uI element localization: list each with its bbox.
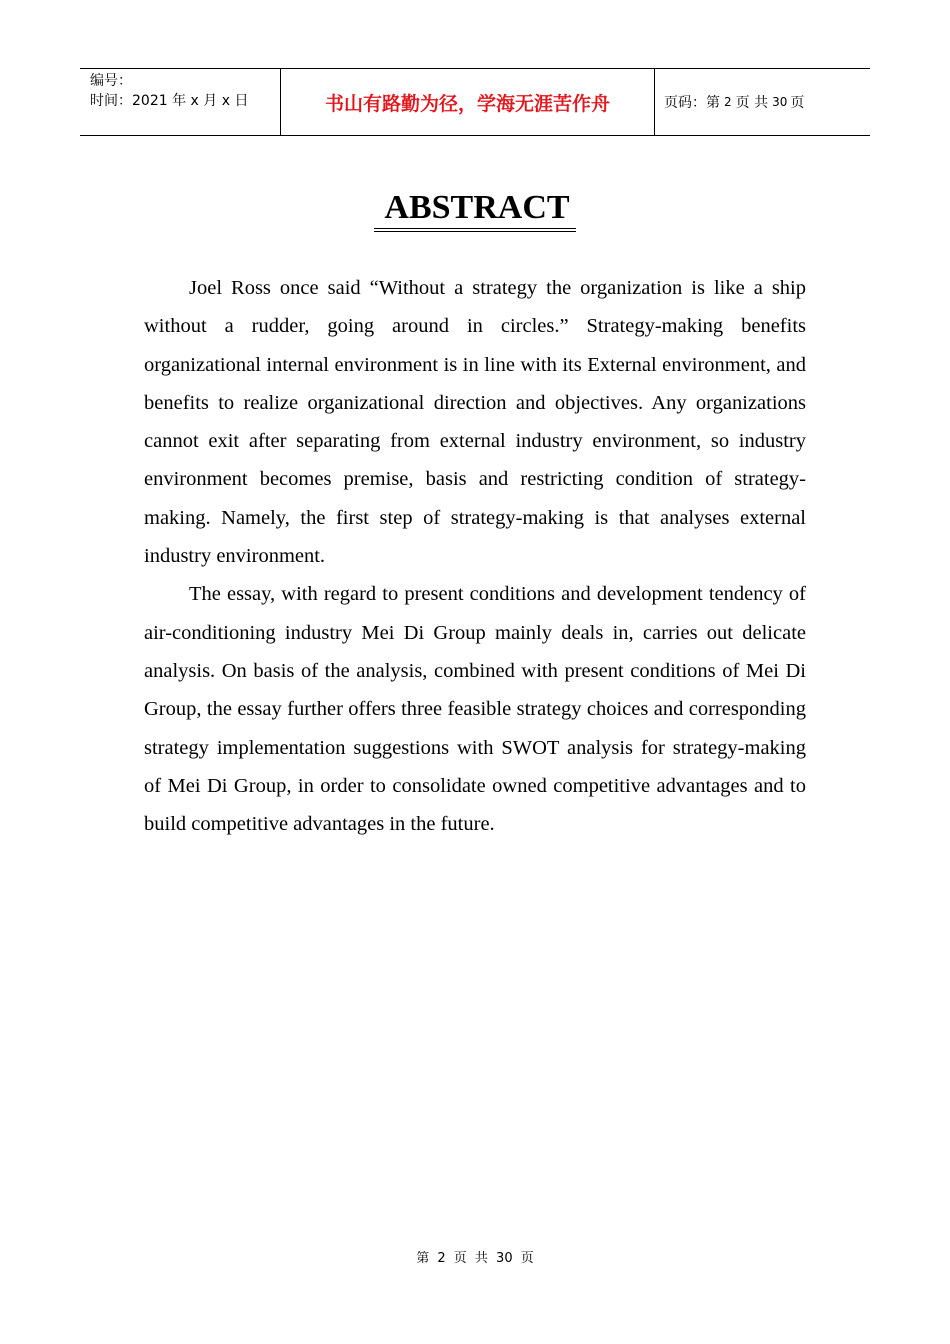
- header-motto: 书山有路勤为径，学海无涯苦作舟: [281, 69, 655, 135]
- page-footer: 第 2 页 共 30 页: [416, 1251, 534, 1266]
- page-label-mid: 页 共: [735, 95, 769, 111]
- paragraph-2: The essay, with regard to present conditions and development tendency of air-conditioning industry Mei Di Group mainly deals in, carries out delicate analysis. On basis of the analysis, combined with present conditions of Mei Di Group, the essay further offers three feasible strategy choices and corresponding strategy implementation suggestions with SWOT analysis for strategy-making of Mei Di Group, in order to consolidate owned competitive advantages and to build competitive advantages in the future.: [144, 583, 806, 836]
- date-label: 时间：2021 年 x 月 x 日: [90, 93, 249, 109]
- page-current: 2: [724, 95, 732, 109]
- doc-number-label: 编号：: [90, 73, 132, 89]
- page-label-prefix: 页码：第: [664, 95, 720, 111]
- page-header: [80, 68, 870, 136]
- page-label-suffix: 页: [790, 95, 805, 111]
- title-container: [0, 188, 950, 232]
- page-title: ABSTRACT: [374, 188, 575, 232]
- header-info-cell: [80, 69, 281, 135]
- abstract-body: [144, 269, 806, 843]
- page-total: 30: [772, 95, 788, 109]
- header-page-indicator: [655, 69, 870, 135]
- paragraph-1: Joel Ross once said “Without a strategy the organization is like a ship without a rudder, going around in circles.” Strategy-making benefits organizational internal environment is in line with its External environment, and benefits to realize organizational direction and objectives. Any organizations cannot exit after separating from external industry environment, so industry environment becomes premise, basis and restricting condition of strategy-making. Namely, the first step of strategy-making is that analyses external industry environment.: [144, 277, 806, 568]
